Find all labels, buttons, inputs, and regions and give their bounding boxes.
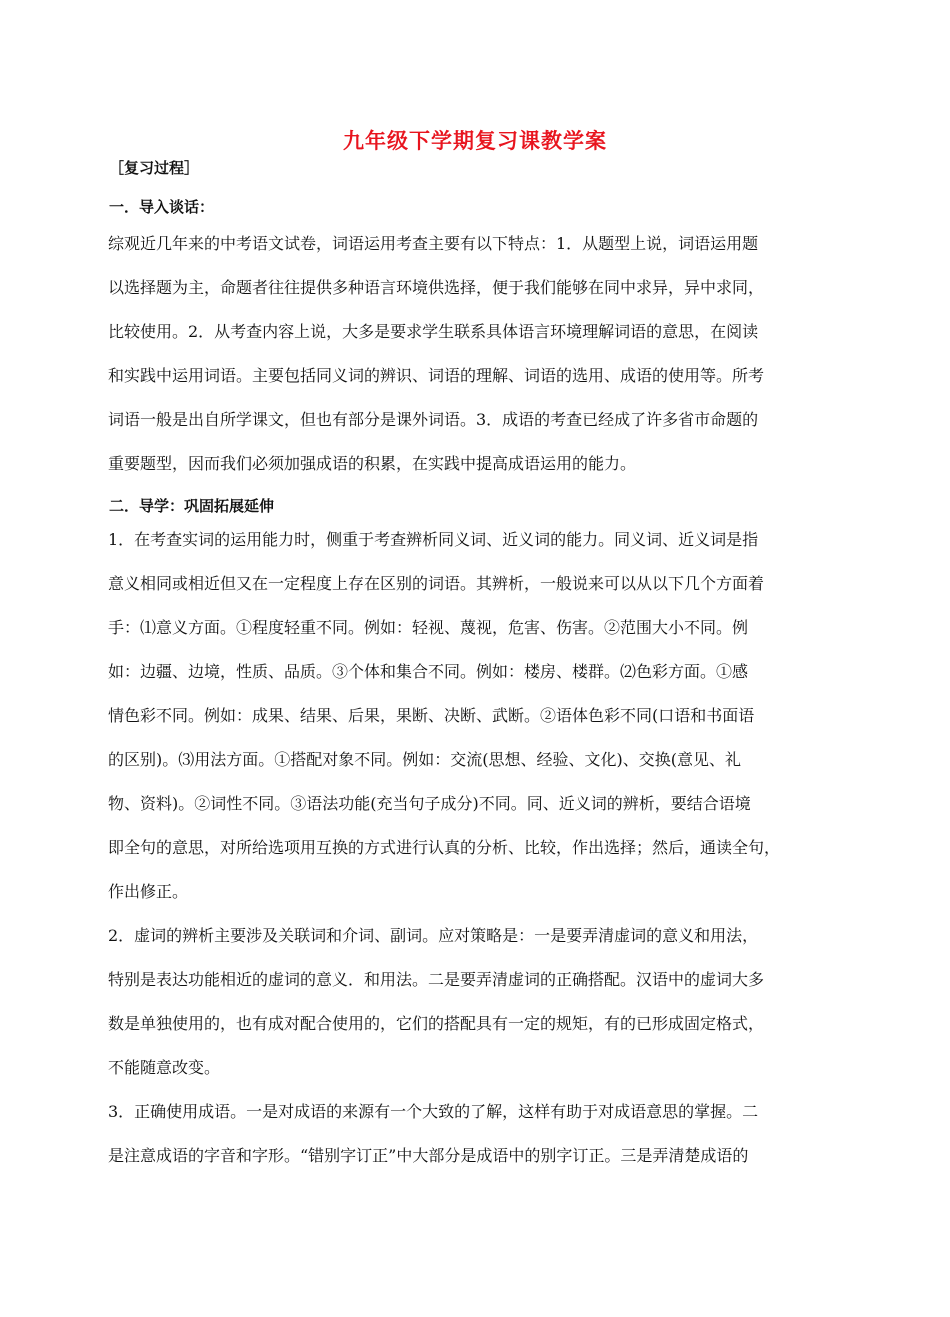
paragraph-function-words	[108, 914, 853, 1090]
text-line: 重要题型，因而我们必须加强成语的积累，在实践中提高成语运用的能力。	[108, 454, 637, 473]
text-line: 的区别)。⑶用法方面。①搭配对象不同。例如：交流(思想、经验、文化)、交换(意见、礼	[108, 750, 741, 769]
text-line: 意义相同或相近但又在一定程度上存在区别的词语。其辨析，一般说来可以从以下几个方面着	[108, 574, 765, 593]
text-line: 作出修正。	[108, 882, 189, 901]
section-label: ［复习过程］	[109, 159, 200, 177]
heading-intro: 一．导入谈话：	[109, 198, 215, 216]
paragraph-intro	[108, 222, 853, 486]
text-line: 综观近几年来的中考语文试卷，词语运用考查主要有以下特点：1．从题型上说，词语运用题	[108, 234, 759, 253]
text-line: 词语一般是出自所学课文，但也有部分是课外词语。3．成语的考查已经成了许多省市命题的	[108, 410, 759, 429]
text-line: 手：⑴意义方面。①程度轻重不同。例如：轻视、蔑视，危害、伤害。②范围大小不同。例	[108, 618, 749, 637]
paragraph-idioms	[108, 1090, 853, 1178]
text-line: 2．虚词的辨析主要涉及关联词和介词、副词。应对策略是：一是要弄清虚词的意义和用法，	[108, 926, 759, 945]
text-line: 如：边疆、边境，性质、品质。③个体和集合不同。例如：楼房、楼群。⑵色彩方面。①感	[108, 662, 749, 681]
text-line: 即全句的意思，对所给选项用互换的方式进行认真的分析、比较，作出选择；然后，通读全句，	[108, 838, 781, 857]
text-line: 是注意成语的字音和字形。“错别字订正”中大部分是成语中的别字订正。三是弄清楚成语的	[108, 1146, 749, 1165]
paragraph-content-words	[108, 518, 853, 914]
text-line: 特别是表达功能相近的虚词的意义．和用法。二是要弄清虚词的正确搭配。汉语中的虚词大多	[108, 970, 765, 989]
text-line: 比较使用。2．从考查内容上说，大多是要求学生联系具体语言环境理解词语的意思，在阅读	[108, 322, 759, 341]
text-line: 情色彩不同。例如：成果、结果、后果，果断、决断、武断。②语体色彩不同(口语和书面语	[108, 706, 755, 725]
heading-guided-study: 二．导学：巩固拓展延伸	[109, 497, 275, 515]
text-line: 1．在考查实词的运用能力时，侧重于考查辨析同义词、近义词的能力。同义词、近义词是指	[108, 530, 759, 549]
page-title: 九年级下学期复习课教学案	[343, 129, 607, 153]
text-line: 以选择题为主，命题者往往提供多种语言环境供选择，便于我们能够在同中求异，异中求同，	[108, 278, 765, 297]
text-line: 物、资料)。②词性不同。③语法功能(充当句子成分)不同。同、近义词的辨析，要结合语境	[108, 794, 751, 813]
text-line: 3．正确使用成语。一是对成语的来源有一个大致的了解，这样有助于对成语意思的掌握。二	[108, 1102, 759, 1121]
text-line: 数是单独使用的，也有成对配合使用的，它们的搭配具有一定的规矩，有的已形成固定格式，	[108, 1014, 765, 1033]
text-line: 不能随意改变。	[108, 1058, 221, 1077]
text-line: 和实践中运用词语。主要包括同义词的辨识、词语的理解、词语的选用、成语的使用等。所考	[108, 366, 765, 385]
